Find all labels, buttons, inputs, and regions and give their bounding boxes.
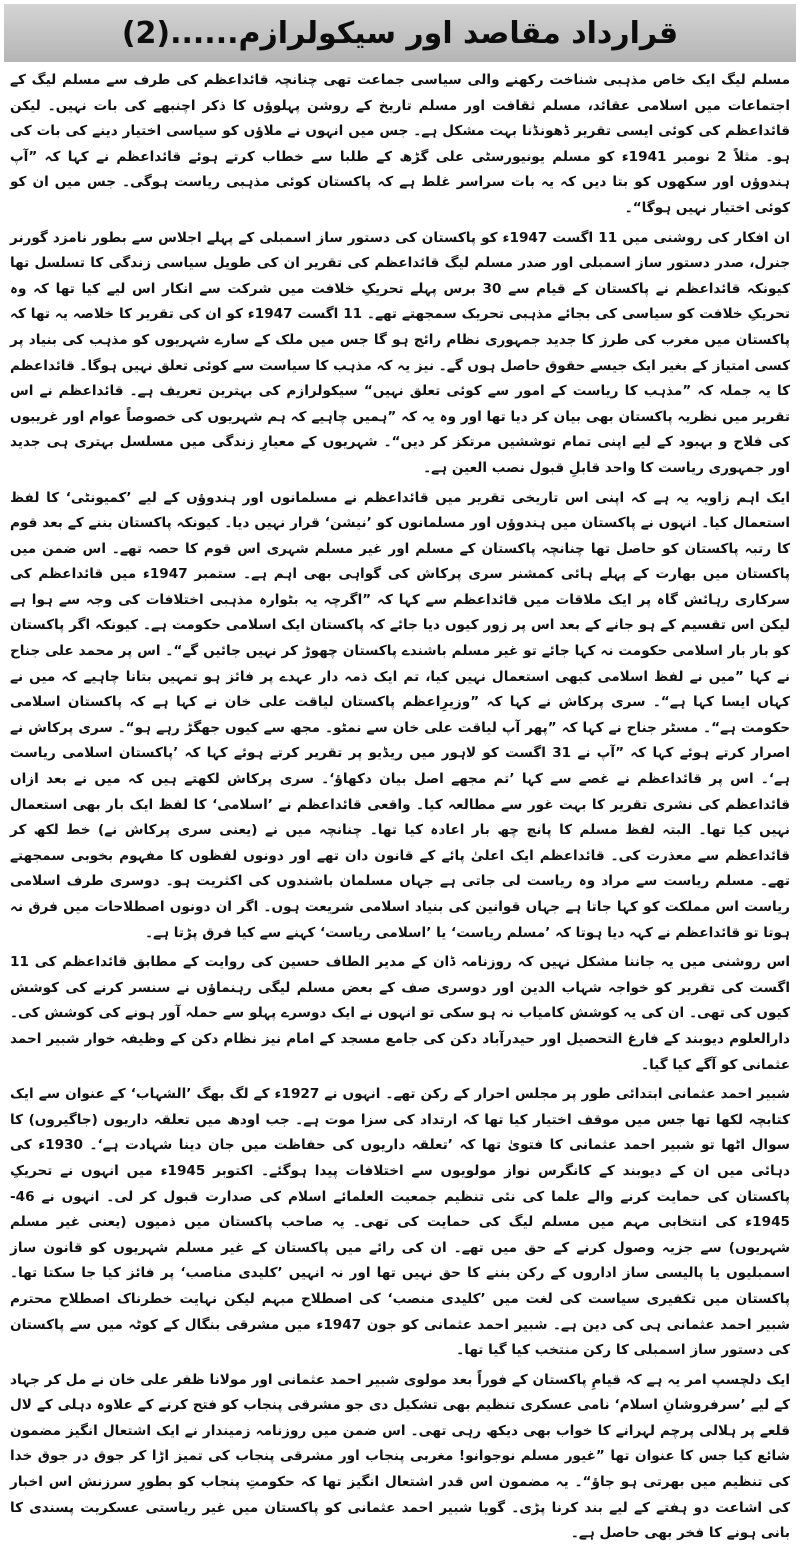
article-body — [0, 62, 800, 1547]
newspaper-column — [0, 4, 800, 1545]
paragraph-1: مسلم لیگ ایک خاص مذہبی شناخت رکھنے والی سیاسی جماعت تھی چنانچہ قائداعظم کی طرف سے مسلم لیگ کے اجتماعات میں اسلامی عقائد، مسلم ثقافت اور مسلم تاریخ کے روشن پہلوؤں کا ذکر اچنبھے کی بات نہیں۔ لیکن قائداعظم کی کوئی ایسی تقریر ڈھونڈنا بہت مشکل ہے۔ جس میں انہوں نے ملاؤں کو سیاسی اختیار دینے کی بات کی ہو۔ مثلاً 2 نومبر 1941ء کو مسلم یونیورسٹی علی گڑھ کے طلبا سے خطاب کرتے ہوئے قائداعظم نے کہا کہ ”آپ ہندوؤں اور سکھوں کو بتا دیں کہ یہ بات سراسر غلط ہے کہ پاکستان کوئی مذہبی ریاست ہوگی۔ جس میں ان کو کوئی اختیار نہیں ہوگا“۔ — [10, 72, 790, 216]
article-title: قرارداد مقاصد اور سیکولرازم......(2) — [121, 15, 679, 51]
title-banner — [4, 4, 796, 62]
paragraph-5: شبیر احمد عثمانی ابتدائی طور پر مجلس احرار کے رکن تھے۔ انہوں نے 1927ء کے لگ بھگ ’الشہاب‘ کے عنوان سے ایک کتابچہ لکھا تھا جس میں موقف اختیار کیا تھا کہ ارتداد کی سزا موت ہے۔ جب اودھ میں تعلقہ داریوں (جاگیروں) کا سوال اٹھا تو شبیر احمد عثمانی کا فتویٰ تھا کہ ’تعلقہ داریوں کی حفاظت میں جان دینا شہادت ہے‘۔ 1930ء کی دہائی میں ان کے دیوبند کے کانگرس نواز مولویوں سے اختلافات پیدا ہوگئے۔ اکتوبر 1945ء میں انہوں نے تحریکِ پاکستان کی حمایت کرنے والے علما کی نئی تنظیم جمعیت العلمائے اسلام کی صدارت قبول کر لی۔ انہوں نے 46-1945ء کی انتخابی مہم میں مسلم لیگ کی حمایت کی تھی۔ یہ صاحب پاکستان میں ذمیوں (یعنی غیر مسلم شہریوں) سے جزیہ وصول کرنے کے حق میں تھے۔ ان کی رائے میں پاکستان کے غیر مسلم شہریوں کو قانون ساز اسمبلیوں یا پالیسی ساز اداروں کے رکن بننے کا حق نہیں تھا اور نہ انہیں ’کلیدی مناصب‘ پر فائز کیا جا سکتا تھا۔ پاکستان میں تکفیری سیاست کی لغت میں ’کلیدی منصب‘ کی اصطلاح مبہم لیکن نہایت خطرناک اصطلاح محترم شبیر احمد عثمانی ہی کی دین ہے۔ شبیر احمد عثمانی کو جون 1947ء میں مشرقی بنگال کے کوٹہ میں سے پاکستان کی دستور ساز اسمبلی کا رکن منتخب کیا گیا تھا۔ — [10, 1086, 790, 1359]
paragraph-6: ایک دلچسپ امر یہ ہے کہ قیامِ پاکستان کے فوراً بعد مولوی شبیر احمد عثمانی اور مولانا ظفر علی خان نے مل کر جہاد کے لیے ’سرفروشانِ اسلام‘ نامی عسکری تنظیم بھی تشکیل دی جو مشرقی پنجاب کو فتح کرنے کے علاوہ دہلی کے لال قلعے پر ہلالی پرچم لہرانے کا خواب بھی دیکھ رہی تھی۔ اس ضمن میں روزنامہ زمیندار نے ایک اشتعال انگیز مضمون شائع کیا جس کا عنوان تھا ”غیور مسلم نوجوانو! مغربی پنجاب اور مشرقی پنجاب کی تمیز اڑا کر جوق در جوق خدا کی تنظیم میں بھرتی ہو جاؤ“۔ یہ مضمون اس قدر اشتعال انگیز تھا کہ حکومتِ پنجاب کو بطورِ سرزنش اس اخبار کی اشاعت دو ہفتے کے لیے بند کرنا پڑی۔ گویا شبیر احمد عثمانی کو پاکستان میں غیر ریاستی عسکریت پسندی کا بانی ہونے کا فخر بھی حاصل ہے۔ — [10, 1371, 790, 1542]
paragraph-3: ایک اہم زاویہ یہ ہے کہ اپنی اس تاریخی تقریر میں قائداعظم نے مسلمانوں اور ہندوؤں کے لیے ’کمیونٹی‘ کا لفظ استعمال کیا۔ انہوں نے پاکستان میں ہندوؤں اور مسلمانوں کو ’نیشن‘ قرار نہیں دیا۔ کیونکہ پاکستان بننے کے بعد قوم کا رتبہ پاکستان کو حاصل تھا چنانچہ پاکستان کے مسلم اور غیر مسلم شہری اس قوم کا حصہ تھے۔ اس ضمن میں پاکستان میں بھارت کے پہلے ہائی کمشنر سری پرکاش کی گواہی بھی اہم ہے۔ ستمبر 1947ء میں قائداعظم کی سرکاری رہائش گاہ پر ایک ملاقات میں قائداعظم سے کہا کہ ”اگرچہ یہ بٹوارہ مذہبی اختلافات کی وجہ سے ہوا ہے لیکن اس تقسیم کے ہو جانے کے بعد اس پر زور کیوں دیا جائے کہ پاکستان ایک اسلامی حکومت ہے۔ کیونکہ اگر پاکستان کو بار بار اسلامی حکومت نہ کہا جائے تو غیر مسلم باشندے پاکستان چھوڑ کر نہیں جائیں گے“۔ اس پر محمد علی جناح نے کہا ”میں نے لفظ اسلامی کبھی استعمال نہیں کیا، تم ایک ذمہ دار عہدے پر فائز ہو تمہیں بتانا چاہیے کہ میں نے کہاں ایسا کہا ہے“۔ سری پرکاش نے کہا کہ ”وزیرِاعظم پاکستان لیاقت علی خان نے کہا ہے کہ پاکستان اسلامی حکومت ہے“۔ مسٹر جناح نے کہا کہ ”پھر آپ لیاقت علی خان سے نمٹو۔ مجھ سے کیوں جھگڑ رہے ہو“۔ سری پرکاش نے اصرار کرتے ہوئے کہا کہ ”آپ نے 31 اگست کو لاہور میں ریڈیو پر تقریر کرتے ہوئے کہا کہ ’پاکستان اسلامی ریاست ہے‘۔ اس پر قائداعظم نے غصے سے کہا ’تم مجھے اصل بیان دکھاؤ‘۔ سری پرکاش لکھتے ہیں کہ میں نے بعد ازاں قائداعظم کی نشری تقریر کا بہت غور سے مطالعہ کیا۔ واقعی قائداعظم نے ’اسلامی‘ کا لفظ ایک بار بھی استعمال نہیں کیا تھا۔ البتہ لفظ مسلم کا پانچ چھ بار اعادہ کیا تھا۔ چنانچہ میں نے (یعنی سری پرکاش نے) خط لکھ کر قائداعظم سے معذرت کی۔ قائداعظم ایک اعلیٰ پائے کے قانون دان تھے اور دونوں لفظوں کا مفہوم بخوبی سمجھتے تھے۔ مسلم ریاست سے مراد وہ ریاست لی جاتی ہے جہاں مسلمان باشندوں کی اکثریت ہو۔ دوسری طرف اسلامی ریاست اس مملکت کو کہا جاتا ہے جہاں قوانین کی بنیاد اسلامی شریعت ہوں۔ اگر ان دونوں اصطلاحات میں فرق نہ ہوتا تو قائداعظم نے کہہ دیا ہوتا کہ ’مسلم ریاست‘ یا ’اسلامی ریاست‘ کہنے سے کیا فرق پڑتا ہے۔ — [10, 489, 790, 941]
paragraph-4: اس روشنی میں یہ جاننا مشکل نہیں کہ روزنامہ ڈان کے مدیر الطاف حسین کی روایت کے مطابق قائداعظم کی 11 اگست کی تقریر کو خواجہ شہاب الدین اور دوسری صف کے بعض مسلم لیگی رہنماؤں نے سنسر کرنے کی کوشش کیوں کی تھی۔ ان کی یہ کوشش کامیاب نہ ہو سکی تو انہوں نے ایک دوسرے پہلو سے حملہ آور ہونے کی کوشش کی۔ دارالعلوم دیوبند کے فارغ التحصیل اور حیدرآباد دکن کی جامع مسجد کے امام نیز نظام دکن کے وظیفہ خوار شبیر احمد عثمانی کو آگے کیا گیا۔ — [10, 954, 790, 1073]
paragraph-2: ان افکار کی روشنی میں 11 اگست 1947ء کو پاکستان کی دستور ساز اسمبلی کے پہلے اجلاس سے بطور نامزد گورنر جنرل، صدر دستور ساز اسمبلی اور صدر مسلم لیگ قائداعظم کی تقریر ان کی طویل سیاسی زندگی کا تسلسل تھا کیونکہ قائداعظم نے پاکستان کے قیام سے 30 برس پہلے تحریکِ خلافت میں شرکت سے انکار اس لیے کیا تھا کہ وہ تحریکِ خلافت کو سیاسی کی بجائے مذہبی تحریک سمجھتے تھے۔ 11 اگست 1947ء کو ان کی تقریر کا خلاصہ یہ تھا کہ پاکستان میں مغرب کی طرز کا جدید جمہوری نظام رائج ہو گا جس میں ملک کے سارے شہریوں کو مذہب کی بنیاد پر کسی امتیاز کے بغیر ایک جیسے حقوق حاصل ہوں گے۔ نیز یہ کہ مذہب کا سیاست سے کوئی تعلق نہیں ہوگا۔ قائداعظم کا یہ جملہ کہ ”مذہب کا ریاست کے امور سے کوئی تعلق نہیں“ سیکولرازم کی بہترین تعریف ہے۔ قائداعظم نے اس تقریر میں نظریہ پاکستان بھی بیان کر دیا تھا اور وہ یہ کہ ”ہمیں چاہیے کہ ہم شہریوں کی خصوصاً عوام اور غریبوں کی فلاح و بہبود کے لیے اپنی تمام توششیں مرتکز کر دیں“۔ شہریوں کے معیارِ زندگی میں مسلسل بہتری ہی جدید اور جمہوری ریاست کا واحد قابلِ قبول نصب العین ہے۔ — [10, 229, 790, 476]
